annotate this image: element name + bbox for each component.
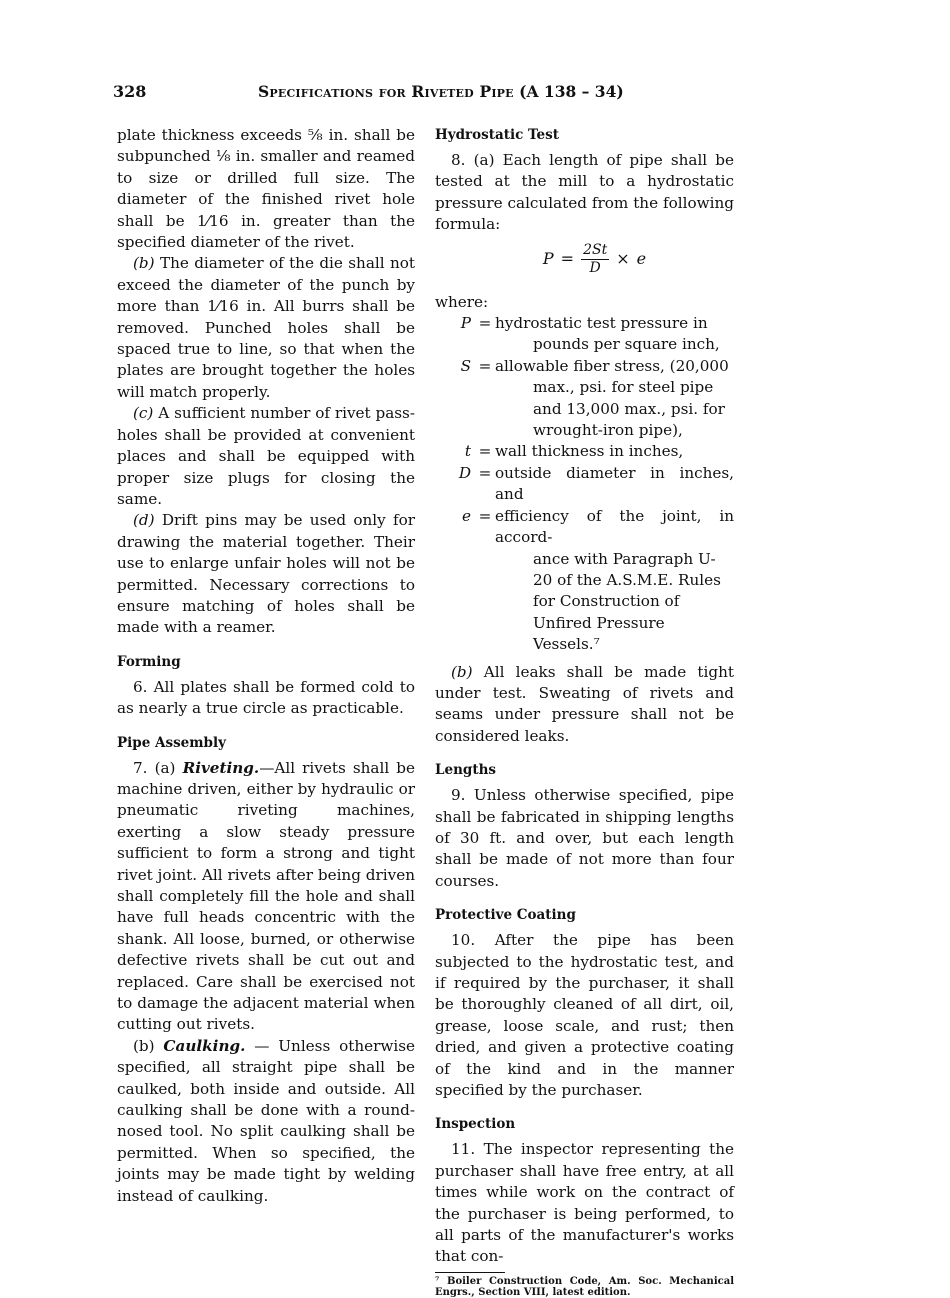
paragraph-text: — Unless otherwise specified, all straight pipe shall be caulked, both inside and outside. All caulking shall be done with a round-nosed tool. No split caulking shall be permitted. When so specified, the joints may be made tight by welding instead of caulking. (117, 1036, 415, 1205)
paragraph (117, 253, 415, 403)
def-continuation: max., psi. for steel pipe and 13,000 max., psi. for wrought-iron pipe), (533, 378, 725, 440)
definition-item (435, 441, 734, 462)
formula-times: × (616, 249, 630, 269)
def-text: wall thickness in inches, (495, 442, 684, 461)
def-description (495, 356, 734, 442)
formula-denominator: D (589, 259, 601, 276)
page-number: 328 (113, 82, 147, 101)
paragraph-text: Drift pins may be used only for drawing the material together. Their use to enlarge unfair holes will not be permitted. Necessary corrections to ensure matching of holes shall be made with a reamer. (117, 511, 415, 637)
def-description (495, 313, 734, 356)
def-text: allowable fiber stress, (20,000 (495, 356, 729, 375)
def-symbol: P (460, 314, 471, 333)
paragraph: plate thickness exceeds ⅝ in. shall be subpunched ⅛ in. smaller and reamed to size or drilled full size. The diameter of the finished rivet hole shall be 1⁄16 in. greater than the specified diameter of the rivet. (117, 126, 415, 252)
definition-item (435, 463, 734, 506)
item-prefix: (b) (133, 1036, 164, 1055)
def-description (495, 506, 734, 656)
where-label: where: (435, 292, 489, 311)
footnote-divider (435, 1272, 505, 1273)
def-equals: = (478, 463, 492, 482)
item-label: (b) (133, 254, 155, 273)
paragraph: 8. (a) Each length of pipe shall be tested at the mill to a hydrostatic pressure calculated from the following formula: (435, 151, 734, 234)
formula-fraction (581, 242, 609, 277)
paragraph: 9. Unless otherwise specified, pipe shall be fabricated in shipping lengths of 30 ft. and over, but each length shall be made of not more than four courses. (435, 786, 734, 890)
paragraph-text: A sufficient number of rivet pass-holes shall be provided at convenient places and shall be equipped with proper size plugs for closing the same. (117, 404, 415, 508)
paragraph: 10. After the pipe has been subjected to the hydrostatic test, and if required by the purchaser, it shall be thoroughly cleaned of all dirt, oil, grease, loose scale, and rust; then dried, and given a protective coating of the kind and in the manner specified by the purchaser. (435, 931, 734, 1100)
paragraph (117, 758, 415, 1036)
paragraph-text: —All rivets shall be machine driven, either by hydraulic or pneumatic riveting machines, exerting a slow steady pressure sufficient to form a strong and tight rivet joint. All rivets after being driven shall completely fill the hole and shall have full heads concentric with the shank. All loose, burned, or otherwise defective rivets shall be cut out and replaced. Care shall be exercised not to damage the adjacent material when cutting out rivets. (117, 758, 415, 1034)
item-prefix: 7. (a) (133, 758, 183, 777)
def-equals: = (478, 314, 492, 333)
def-description (495, 441, 734, 462)
formula-lhs: P (542, 249, 554, 269)
paragraph (117, 510, 415, 638)
section-heading-protective-coating: Protective Coating (435, 907, 576, 924)
def-text: outside diameter in inches, and (495, 463, 734, 504)
definition-item (435, 313, 734, 356)
term-caulking: Caulking. (163, 1036, 246, 1055)
paragraph (117, 1036, 415, 1207)
paragraph (117, 403, 415, 510)
running-title-text: Specifications for Riveted Pipe (258, 82, 514, 101)
def-description (495, 463, 734, 506)
page-header (113, 82, 743, 108)
formula-equals: = (560, 249, 575, 269)
def-equals: = (478, 506, 492, 525)
def-continuation: pounds per square inch, (533, 335, 720, 354)
paragraph: 6. All plates shall be formed cold to as nearly a true circle as practicable. (117, 677, 415, 718)
def-equals: = (478, 356, 492, 375)
section-heading-lengths: Lengths (435, 762, 496, 779)
section-heading-forming: Forming (117, 653, 181, 670)
definition-item (435, 506, 734, 656)
formula-numerator: 2St (583, 241, 608, 258)
paragraph-text: The diameter of the die shall not exceed the diameter of the punch by more than 1⁄16 in. All burrs shall be removed. Punched holes shall be spaced true to line, so that when the plates are brought together the holes will match properly. (117, 254, 415, 401)
section-heading-inspection: Inspection (435, 1116, 516, 1133)
formula-factor: e (636, 249, 647, 269)
def-text: hydrostatic test pressure in (495, 314, 708, 333)
section-heading-hydrostatic-test: Hydrostatic Test (435, 127, 559, 143)
variable-definitions (435, 313, 734, 656)
running-title (258, 82, 624, 101)
section-heading-pipe-assembly: Pipe Assembly (117, 734, 226, 751)
paragraph-text: All leaks shall be made tight under test. Sweating of rivets and seams under pressure shall not be considered leaks. (435, 662, 734, 745)
paragraph: 11. The inspector representing the purchaser shall have free entry, at all times while work on the contract of the purchaser is being performed, to all parts of the manufacturer's works that con- (435, 1140, 734, 1266)
designation: (A 138 – 34) (519, 82, 624, 101)
paragraph (435, 662, 734, 748)
term-riveting: Riveting. (182, 758, 260, 777)
right-column (435, 125, 734, 1298)
definition-item (435, 356, 734, 442)
def-symbol: S (460, 356, 471, 375)
def-continuation: ance with Paragraph U-20 of the A.S.M.E. Rules for Construction of Unfired Pressure Vessels.⁷ (533, 549, 721, 654)
left-column (117, 125, 415, 1207)
def-text: efficiency of the joint, in accord- (495, 506, 734, 547)
footnote: ⁷ Boiler Construction Code, Am. Soc. Mechanical Engrs., Section VIII, latest edition. (435, 1275, 734, 1298)
def-symbol: e (462, 506, 471, 525)
def-symbol: D (458, 463, 471, 482)
def-symbol: t (464, 442, 471, 461)
item-label: (c) (133, 404, 154, 423)
def-equals: = (478, 442, 492, 461)
item-label: (d) (133, 511, 155, 530)
pressure-formula (455, 242, 734, 284)
item-label: (b) (451, 662, 473, 681)
